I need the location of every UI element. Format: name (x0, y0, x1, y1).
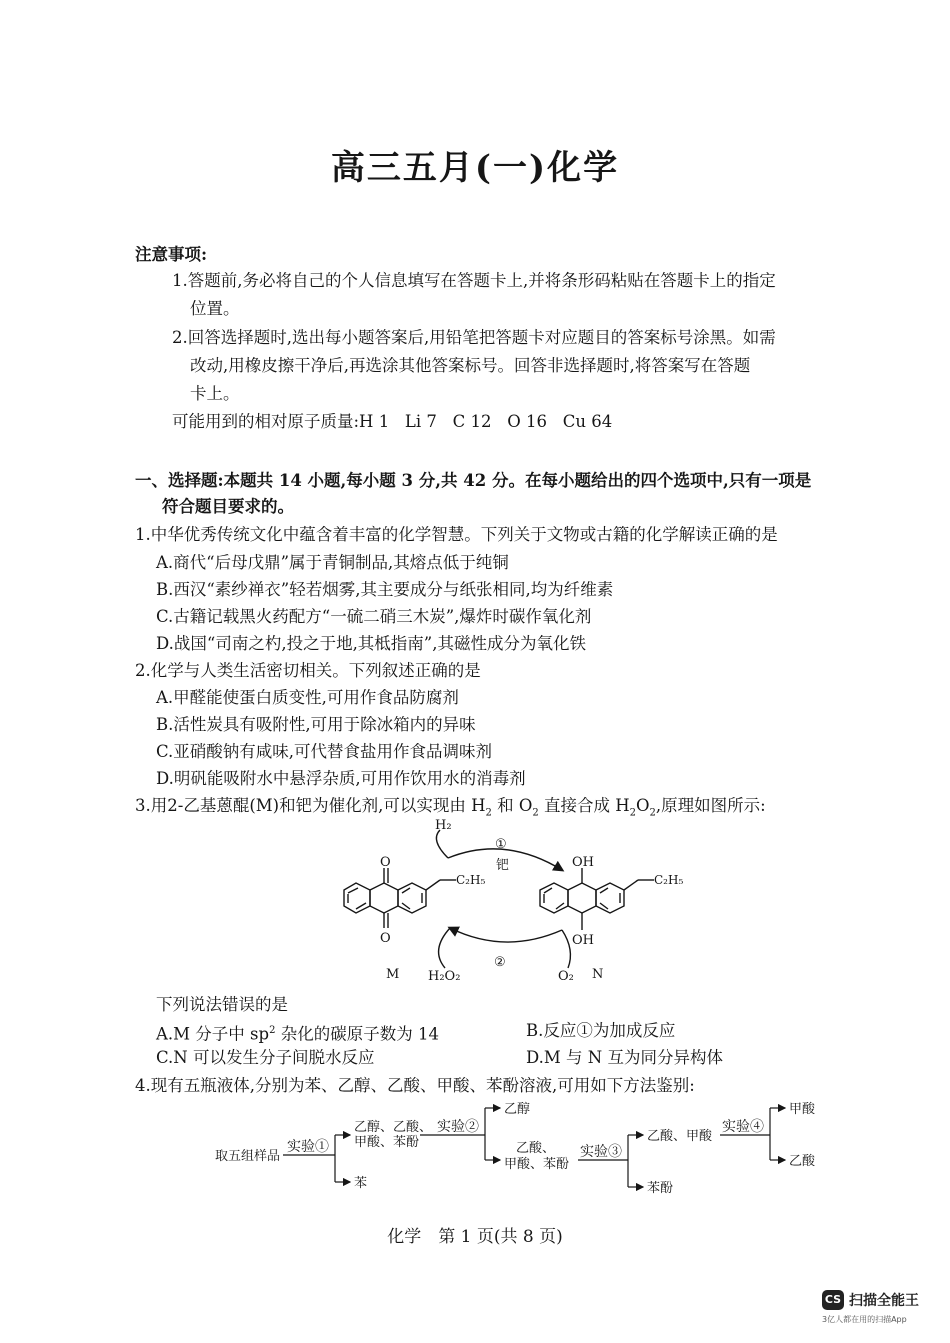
flow-group2-a: 乙酸、 (516, 1141, 556, 1156)
flow-start: 取五组样品 (215, 1149, 281, 1164)
question-2-option-b: B.活性炭具有吸附性,可用于除冰箱内的异味 (156, 715, 476, 734)
flow-group1-b: 甲酸、苯酚 (354, 1135, 420, 1150)
scanner-tagline: 3亿人都在用的扫描App (822, 1315, 907, 1324)
flow-exp1: 实验① (287, 1139, 329, 1155)
notice-item-2: 2.回答选择题时,选出每小题答案后,用铅笔把答题卡对应题目的答案标号涂黑。如需 (172, 328, 776, 347)
q3-sub: 2 (629, 807, 637, 819)
flow-exp3: 实验③ (580, 1144, 622, 1160)
q3-sub: 2 (485, 807, 492, 819)
flow-acetic: 乙酸 (789, 1154, 816, 1169)
flow-phenol: 苯酚 (647, 1181, 674, 1196)
page-footer: 化学 第 1 页(共 8 页) (387, 1227, 563, 1247)
question-1-option-d: D.战国“司南之杓,投之于地,其柢指南”,其磁性成分为氧化铁 (156, 634, 586, 653)
m-oxygen-top: O (380, 855, 391, 870)
question-3-option-c: C.N 可以发生分子间脱水反应 (156, 1048, 375, 1067)
question-2-stem: 2.化学与人类生活密切相关。下列叙述正确的是 (135, 661, 481, 680)
notice-item-2-cont2: 卡上。 (190, 384, 240, 403)
question-3-prompt: 下列说法错误的是 (156, 995, 288, 1014)
question-3-option-b: B.反应①为加成反应 (526, 1021, 676, 1040)
q3-stem-part: O (636, 796, 650, 815)
question-3-option-a (156, 1020, 439, 1046)
scanner-logo: CS (822, 1290, 844, 1310)
question-1-option-a: A.商代“后母戊鼎”属于青铜制品,其熔点低于纯铜 (156, 553, 509, 572)
q3-stem-part: 3.用2-乙基蒽醌(M)和钯为催化剂,可以实现由 H (135, 796, 486, 815)
n-oh-bottom: OH (572, 933, 594, 948)
m-ring-middle (370, 883, 398, 913)
scanner-name: 扫描全能王 (849, 1293, 919, 1309)
question-2-option-d: D.明矾能吸附水中悬浮杂质,可用作饮用水的消毒剂 (156, 769, 526, 788)
q3-stem-part: 直接合成 H (538, 796, 630, 815)
flow-group1-a: 乙醇、乙酸、 (354, 1120, 433, 1135)
o2-label: O₂ (558, 969, 574, 984)
h2-label: H₂ (435, 818, 452, 833)
q3-option-a-part: A.M 分子中 sp (156, 1024, 270, 1044)
question-2-option-c: C.亚硝酸钠有咸味,可代替食盐用作食品调味剂 (156, 742, 493, 761)
m-label: M (386, 967, 400, 982)
section-heading: 一、选择题:本题共 14 小题,每小题 3 分,共 42 分。在每小题给出的四个选项中,只有一项是 (135, 471, 812, 490)
question-1-option-c: C.古籍记载黑火药配方“一硫二硝三木炭”,爆炸时碳作氧化剂 (156, 607, 592, 626)
q3-stem-part: 和 O (491, 796, 533, 815)
question-1-option-b: B.西汉“素纱禅衣”轻若烟雾,其主要成分与纸张相同,均为纤维素 (156, 580, 614, 599)
flow-group2-b: 甲酸、苯酚 (504, 1157, 570, 1172)
atomic-mass-line: 可能用到的相对原子质量:H 1 Li 7 C 12 O 16 Cu 64 (172, 412, 613, 431)
q3-sub: 2 (649, 807, 656, 819)
anthraquinone-cycle-diagram (0, 815, 950, 990)
q3-sub: 2 (532, 807, 539, 819)
reaction-cycle-svg (0, 815, 950, 990)
flow-exp2: 实验② (437, 1119, 479, 1135)
q3-stem-part: ,原理如图所示: (655, 796, 766, 815)
notice-item-2-cont: 改动,用橡皮擦干净后,再选涂其他答案标号。回答非选择题时,将答案写在答题 (190, 356, 751, 375)
flowchart-svg (0, 1095, 950, 1205)
section-heading-cont: 符合题目要求的。 (162, 497, 294, 516)
question-2-option-a: A.甲醛能使蛋白质变性,可用作食品防腐剂 (156, 688, 459, 707)
q3-option-a-sup: 2 (269, 1025, 276, 1036)
step-1-label: ① (495, 837, 507, 852)
notice-item-1: 1.答题前,务必将自己的个人信息填写在答题卡上,并将条形码粘贴在答题卡上的指定 (172, 271, 776, 290)
step-2-label: ② (494, 955, 506, 970)
flow-formic: 甲酸 (789, 1102, 816, 1117)
notice-heading: 注意事项: (135, 245, 208, 264)
q3-option-a-part: 杂化的碳原子数为 14 (275, 1024, 439, 1044)
catalyst-label: 钯 (496, 858, 510, 873)
n-ring-middle (568, 883, 596, 913)
n-label: N (592, 967, 604, 982)
flow-benzene: 苯 (354, 1176, 368, 1191)
flow-ethanol: 乙醇 (504, 1102, 531, 1117)
m-oxygen-bottom: O (380, 931, 391, 946)
arrow-step2 (450, 928, 562, 942)
notice-item-1-cont: 位置。 (190, 299, 240, 318)
question-1-stem: 1.中华优秀传统文化中蕴含着丰富的化学智慧。下列关于文物或古籍的化学解读正确的是 (135, 525, 778, 544)
identification-flowchart (0, 1095, 950, 1205)
n-ethyl-group: C₂H₅ (654, 873, 684, 887)
page-title: 高三五月(一)化学 (330, 148, 620, 188)
m-ethyl-group: C₂H₅ (456, 873, 486, 887)
flow-group3: 乙酸、甲酸 (647, 1129, 713, 1144)
n-oh-top: OH (572, 855, 594, 870)
question-3-option-d: D.M 与 N 互为同分异构体 (526, 1048, 723, 1067)
flow-exp4: 实验④ (722, 1119, 764, 1135)
question-4-stem: 4.现有五瓶液体,分别为苯、乙醇、乙酸、甲酸、苯酚溶液,可用如下方法鉴别: (135, 1076, 695, 1095)
h2o2-label: H₂O₂ (428, 969, 461, 984)
